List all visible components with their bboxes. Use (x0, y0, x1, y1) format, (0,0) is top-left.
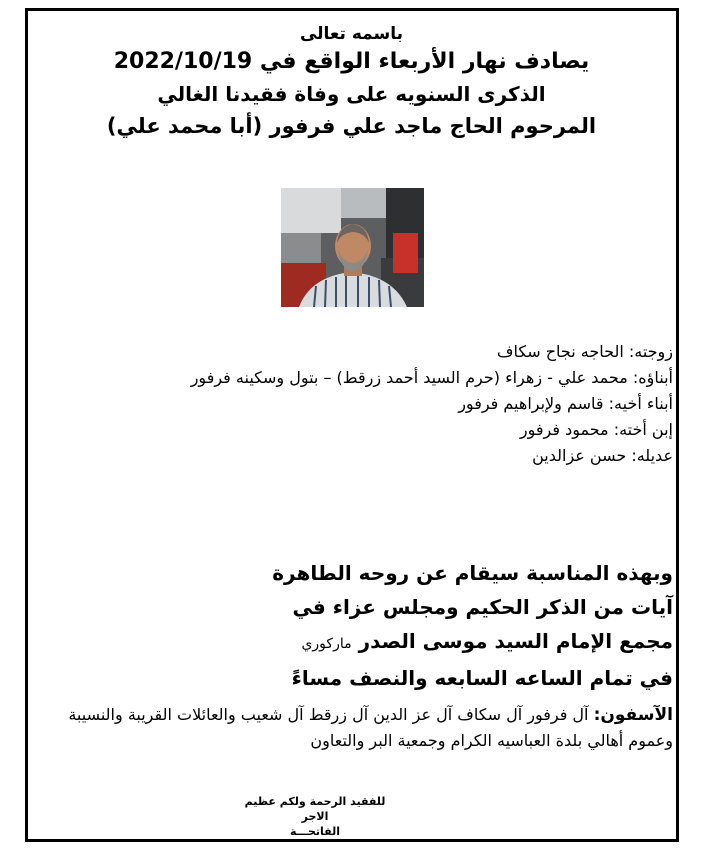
mourners-section (60, 702, 673, 754)
family-wife: زوجته: الحاجه نجاح سكاف (496, 342, 673, 361)
footer-condolence: للفقيد الرحمة ولكم عظيم الاجر (244, 795, 386, 823)
announcement-line-1: وبهذه المناسبة سيقام عن روحه الطاهرة (272, 561, 673, 585)
announcement-venue: مجمع الإمام السيد موسى الصدر (358, 629, 673, 653)
announcement-venue-area: ماركوري (301, 636, 352, 652)
announcement-line-2: آيات من الذكر الحكيم ومجلس عزاء في (292, 595, 673, 619)
announcement-line-3 (60, 624, 673, 661)
header-date-line: يصادف نهار الأربعاء الواقع في 2022/10/19 (113, 49, 590, 74)
header (30, 22, 673, 143)
mourners-label: الآسفون: (593, 705, 673, 725)
footer-fatiha: الفاتحـــة (290, 825, 340, 838)
family-children: أبناؤه: محمد علي - زهراء (حرم السيد أحمد زرقط) – بتول وسكينه فرفور (190, 368, 673, 387)
header-basmala: باسمه تعالى (299, 24, 404, 44)
ceremony-announcement (60, 556, 673, 695)
header-deceased-name: المرحوم الحاج ماجد علي فرفور (أبا محمد علي) (106, 114, 597, 138)
mourners-text: آل فرفور آل سكاف آل عز الدين آل زرقط آل شعيب والعائلات القريبة والنسيبة وعموم أهالي بلدة العباسيه الكرام وجمعية البر والتعاون (68, 705, 673, 750)
deceased-portrait-photo (281, 188, 424, 307)
footer (230, 794, 400, 839)
header-anniversary-line: الذكرى السنويه على وفاة فقيدنا الغالي (157, 82, 546, 106)
family-brother-children: أبناء أخيه: قاسم ولإبراهيم فرفور (458, 394, 673, 413)
announcement-time: في تمام الساعه السابعه والنصف مساءً (291, 666, 673, 690)
family-brother-in-law: عديله: حسن عزالدين (532, 446, 673, 465)
family-list (70, 339, 673, 469)
family-sister-son: إبن أخته: محمود فرفور (519, 420, 673, 439)
